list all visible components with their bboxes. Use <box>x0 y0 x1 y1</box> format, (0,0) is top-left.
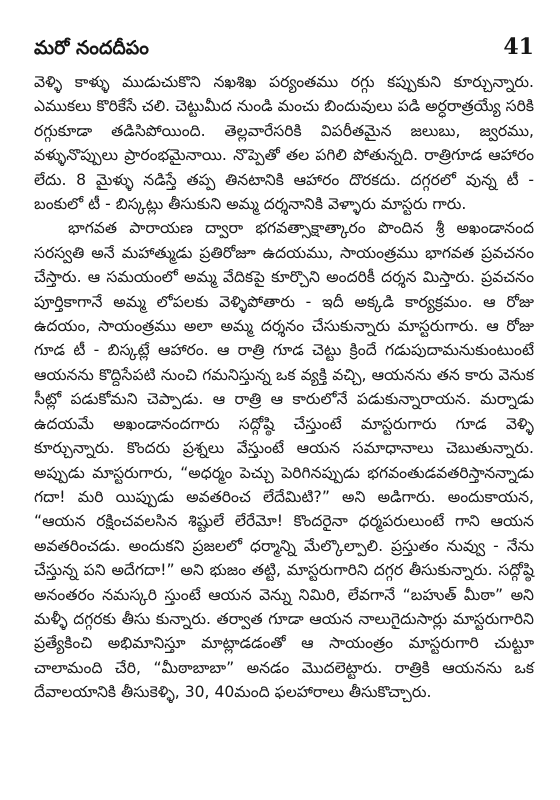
paragraph: భాగవత పారాయణ ద్వారా భగవత్సాక్షాత్కారం పొందిన శ్రీ అఖండానంద సరస్వతి అనే మహాత్ముడు ప్రతిరోజూ ఉదయము, సాయంత్రము భాగవత ప్రవచనం చేస్తారు. ఆ సమయంలో అమ్మ వేదికపై కూర్చొని అందరికీ దర్శన మిస్తారు. ప్రవచనం పూర్తికాగానే అమ్మ లోపలకు వెళ్ళిపోతారు - ఇదీ అక్కడి కార్యక్రమం. ఆ రోజు ఉదయం, సాయంత్రము అలా అమ్మ దర్శనం చేసుకున్నారు మాస్టరుగారు. ఆ రోజు గూడ టీ - బిస్కట్లే ఆహారం. ఆ రాత్రి గూడ చెట్టు క్రిందే గడుపుదామనుకుంటుంటే ఆయనను కొద్దిసేపటి నుంచి గమనిస్తున్న ఒక వ్యక్తి వచ్చి, ఆయనను తన కారు వెనుక సీట్లో పడుకోమని చెప్పాడు. ఆ రాత్రి ఆ కారులోనే పడుకున్నారాయన. మర్నాడు ఉదయమే అఖండానందగారు సద్గోష్ఠి చేస్తుంటే మాస్టరుగారు గూడ వెళ్ళి కూర్చున్నారు. కొందరు ప్రశ్నలు వేస్తుంటే ఆయన సమాధానాలు చెబుతున్నారు. అప్పుడు మాస్టరుగారు, “అధర్మం పెచ్చు పెరిగినప్పుడు భగవంతుడవతరిస్తానన్నాడు గదా! మరి యిప్పుడు అవతరించ లేదేమిటి?” అని అడిగారు. అందుకాయన, “ఆయన రక్షించవలసిన శిష్టులే లేరేమో! కొందరైనా ధర్మపరులుంటే గాని ఆయన అవతరించడు. అందుకని ప్రజలలో ధర్మాన్ని మేల్కొల్పాలి. ప్రస్తుతం నువ్వు - నేను చేస్తున్న పని అదేగదా!” అని భుజం తట్టి, మాస్టరుగారిని దగ్గర తీసుకున్నారు. సద్గోష్ఠి అనంతరం నమస్కరి స్తుంటే ఆయన వెన్ను నిమిరి, లేవగానే “బహుత్ మీఠా” అని మళ్ళీ దగ్గరకు తీసు కున్నారు. తర్వాత గూడా ఆయన నాలుగైదుసార్లు మాస్టరుగారిని ప్రత్యేకించి అభిమానిస్తూ మాట్లాడడంతో ఆ సాయంత్రం మాస్టరుగారి చుట్టూ చాలామంది చేరి, “మీఠాబాబా” అనడం మొదలెట్టారు. రాత్రికి ఆయనను ఒక దేవాలయానికి తీసుకెళ్ళి, 30, 40మంది ఫలహారాలు తీసుకొచ్చారు. <box>34 219 534 702</box>
page-number: 41 <box>503 34 534 60</box>
paragraph-continued: వెళ్ళి కాళ్ళు ముడుచుకొని నఖశిఖ పర్యంతము రగ్గు కప్పుకుని కూర్చున్నారు. ఎముకలు కొరికేసే చలి. చెట్టుమీద నుండి మంచు బిందువులు పడి అర్ధరాత్రయ్యే సరికి రగ్గుకూడా తడిసిపోయింది. తెల్లవారేసరికి విపరీతమైన జలుబు, జ్వరము, వళ్ళునొప్పులు ప్రారంభమైనాయి. నొప్పెతో తల పగిలి పోతున్నది. రాత్రిగూడ ఆహారం లేదు. 8 మైళ్ళు నడిస్తే తప్ప తినటానికి ఆహారం దొరకదు. దగ్గరలో వున్న టీ - బంకులో టీ - బిస్కట్లు తీసుకుని అమ్మ దర్శనానికి వెళ్ళారు మాస్టరు గారు. <box>34 73 534 214</box>
page-header <box>34 34 534 70</box>
running-title: మరో నందదీపం <box>34 37 149 59</box>
page-body <box>34 70 534 705</box>
